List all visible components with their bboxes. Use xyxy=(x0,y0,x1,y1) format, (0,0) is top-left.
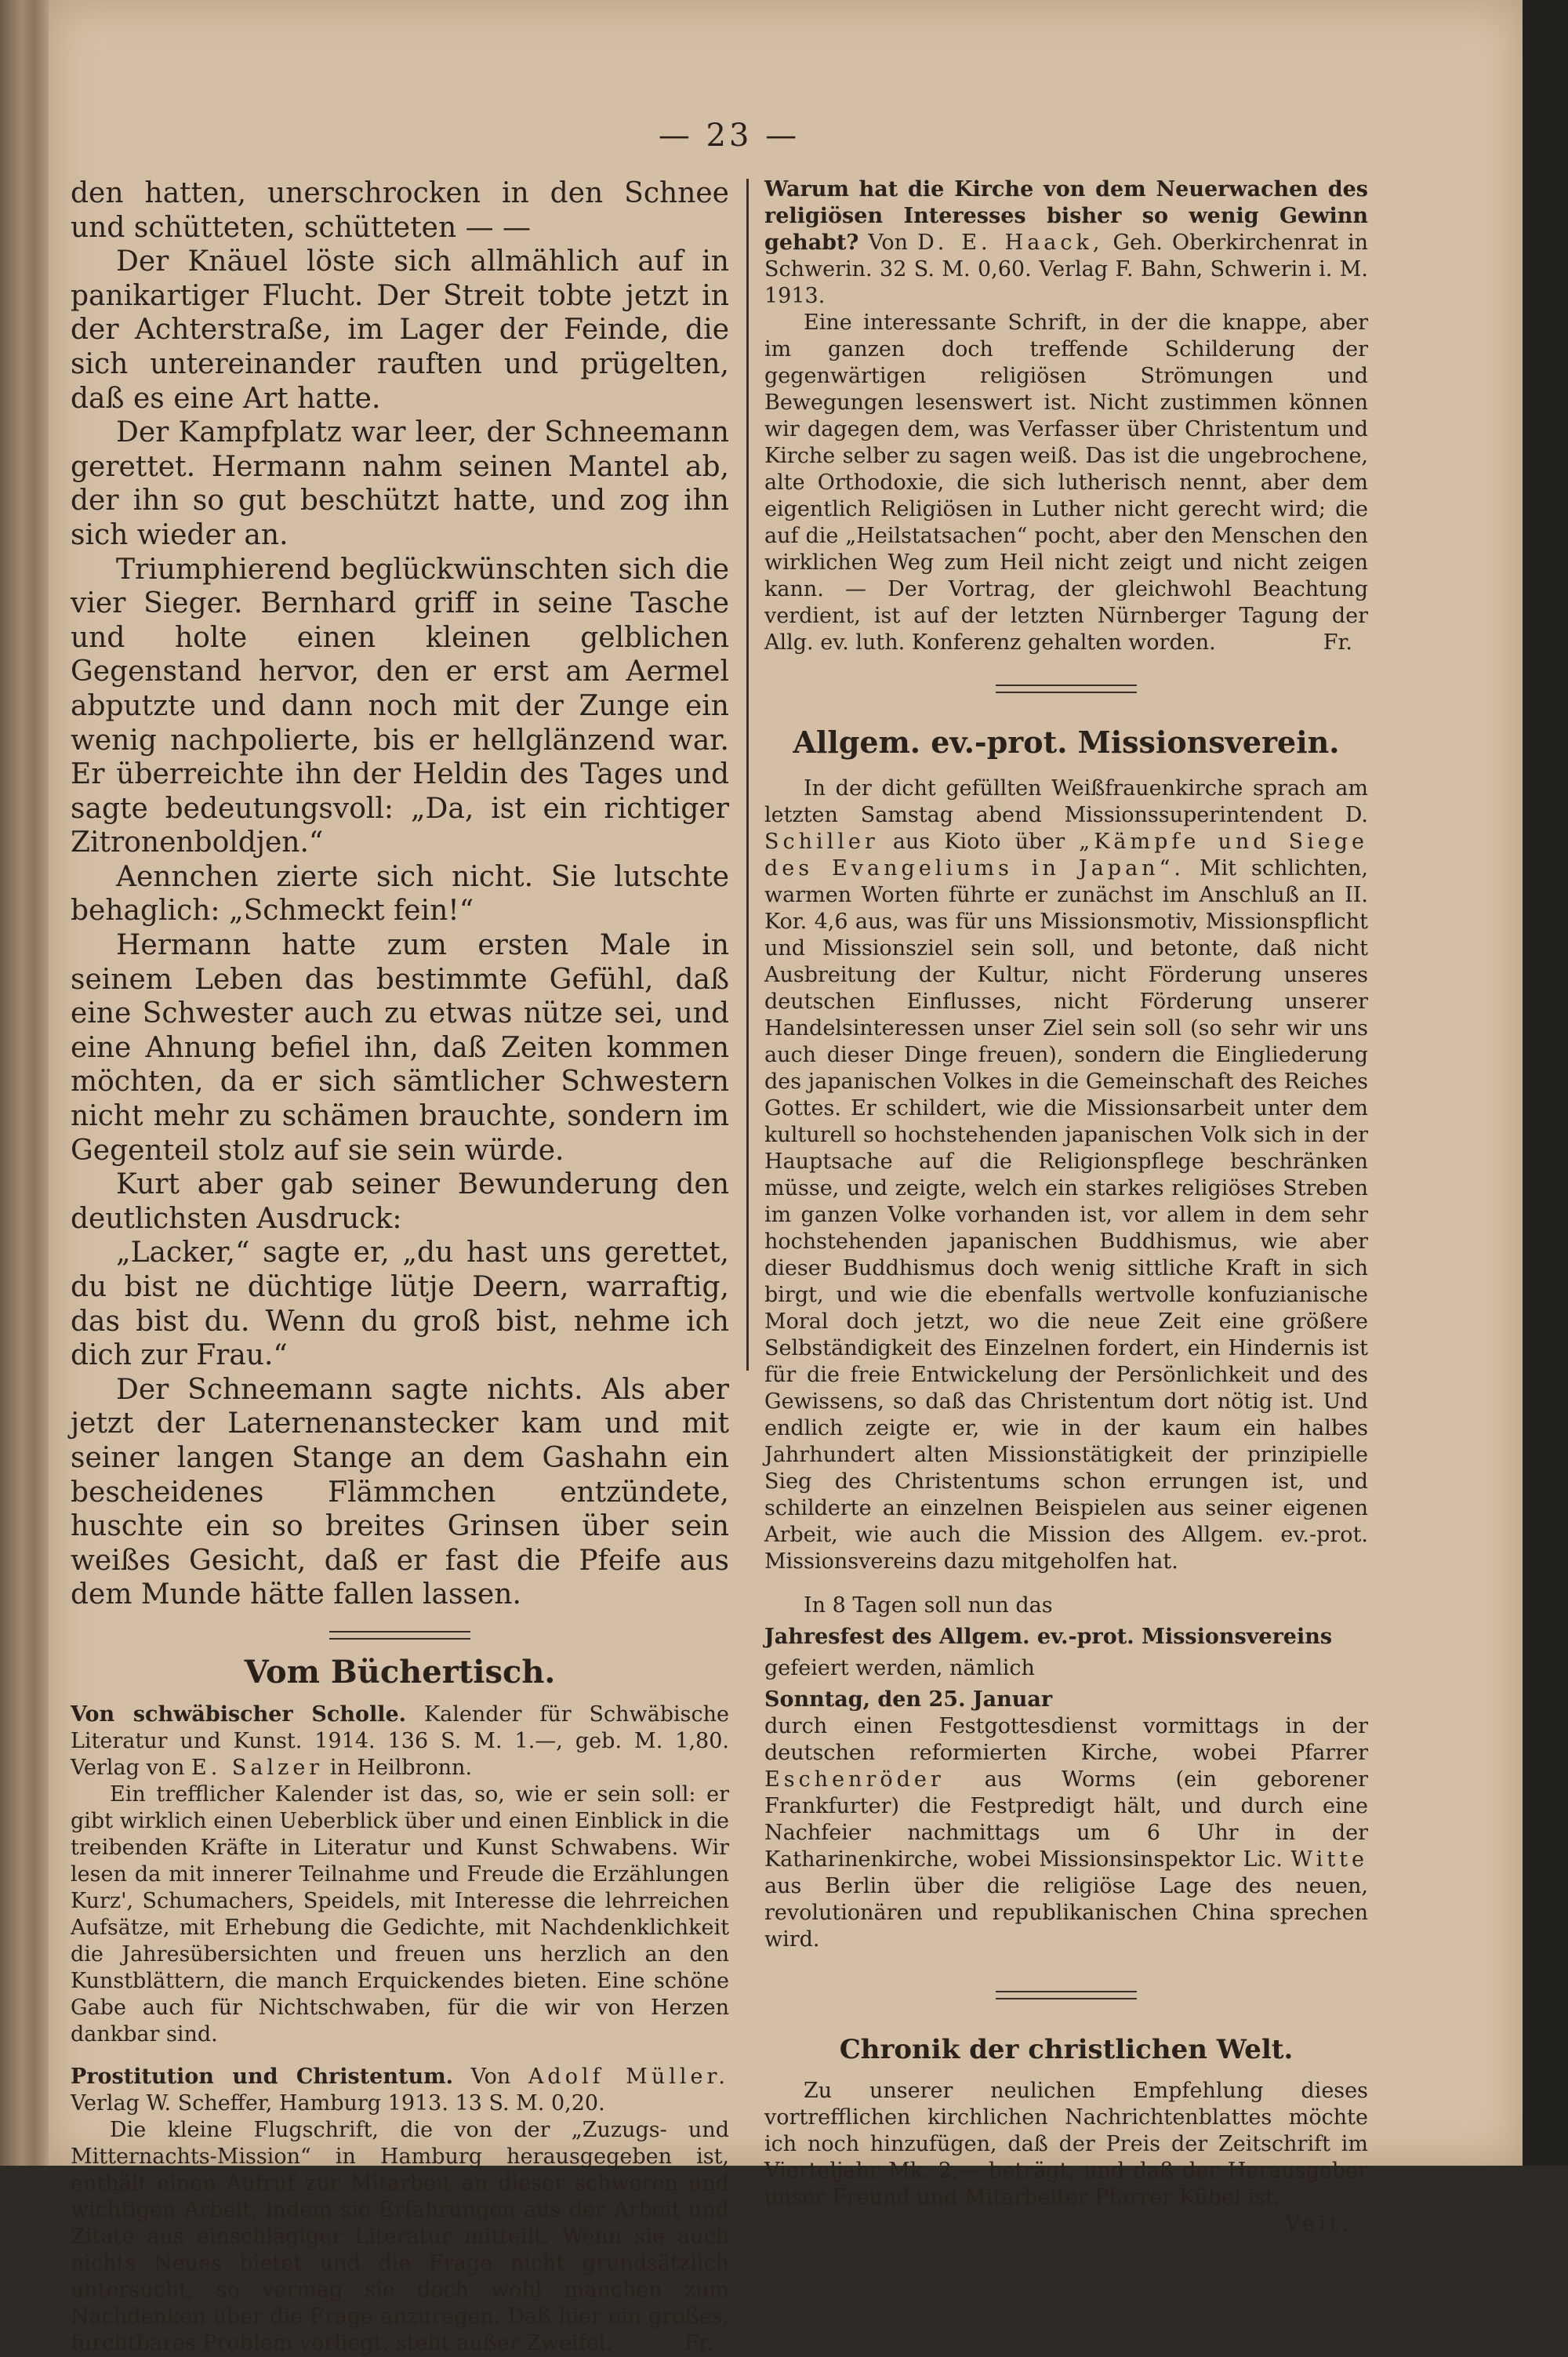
festival-title: Jahresfest des Allgem. ev.-prot. Missionsvereins xyxy=(764,1625,1333,1649)
right-column xyxy=(764,176,1368,2238)
mission-name: Schiller xyxy=(764,830,879,854)
mission-name: Eschenröder xyxy=(764,1767,945,1792)
story-continuation xyxy=(71,176,729,1612)
review-author: Adolf Müller. xyxy=(528,2064,729,2089)
left-column xyxy=(71,176,729,2357)
mission-text: In der dicht gefüllten Weißfrauenkirche sprach am letzten Samstag abend Missionssuperintendent D. xyxy=(764,776,1368,827)
story-paragraph: „Lacker,“ sagte er, „du hast uns gerettet, du bist ne düchtige lütje Deern, warraftig, das bist du. Wenn du groß bist, nehme ich dich zur Frau.“ xyxy=(71,1237,729,1372)
story-paragraph: Aennchen zierte sich nicht. Sie lutschte behaglich: „Schmeckt fein!“ xyxy=(71,860,729,928)
review-author-prefix: Von xyxy=(868,231,909,255)
section-title-buechertisch: Vom Büchertisch. xyxy=(244,1653,556,1691)
mission-text: aus Kioto über xyxy=(892,830,1065,854)
review-publisher: E. Salzer xyxy=(191,1755,324,1780)
review-title: Warum hat die Kirche von dem Neuerwachen des religiösen Interesses bisher so wenig Gewinn gehabt? xyxy=(764,177,1368,255)
page-number: — 23 — xyxy=(658,118,800,154)
review-place: in Heilbronn. xyxy=(329,1755,473,1780)
section-divider xyxy=(996,685,1137,693)
mission-name: Witte xyxy=(1290,1847,1368,1872)
column-divider xyxy=(746,179,749,1371)
book-review xyxy=(71,1701,729,2048)
review-signature: Fr. xyxy=(684,2330,713,2355)
book-review xyxy=(71,2064,729,2357)
mission-report xyxy=(764,775,1368,1953)
story-paragraph: Triumphierend beglückwünschten sich die vier Sieger. Bernhard griff in seine Tasche und holte einen kleinen gelblichen Gegenstand hervor, den er erst am Aermel abputzte und dann noch mit der Zunge ein wenig nachpolierte, bis er hellglänzend war. Er überreichte ihn der Heldin des Tages und sagte bedeutungsvoll: „Da, ist ein richtiger Zitronenboldjen.“ xyxy=(71,553,729,859)
mission-text: aus Worms (ein geborener Frankfurter) die Festpredigt hält, und durch eine Nachfeier nachmittags um 6 Uhr in der Katharinenkirche, wobei Missionsinspektor Lic. xyxy=(764,1767,1368,1872)
review-title: Prostitution und Christentum. xyxy=(71,2064,454,2089)
section-title-missionsverein: Allgem. ev.-prot. Missionsverein. xyxy=(793,725,1340,760)
mission-text: durch einen Festgottesdienst vormittags in der deutschen reformierten Kirche, wobei Pfarrer xyxy=(764,1714,1368,1765)
mission-topic: „Kämpfe und Siege des Evangeliums in Japan“. xyxy=(764,830,1368,881)
review-author: D. E. Haack, xyxy=(917,231,1104,255)
chronik-signature: Veit. xyxy=(1284,2212,1352,2236)
chronik-text: Zu unserer neulichen Empfehlung dieses vortrefflichen kirchlichen Nachrichtenblattes möchte ich noch hinzufügen, daß der Preis der Zeitschrift im Vierteljahr Mk. 2,— beträgt, und daß der Herausgeber unser Freund und Mitarbeiter Pfarrer Kübel ist. xyxy=(764,2079,1368,2210)
mission-text: gefeiert werden, nämlich xyxy=(764,1656,1035,1680)
section-title-chronik: Chronik der christlichen Welt. xyxy=(839,2034,1294,2065)
section-divider xyxy=(329,1631,470,1640)
book-binding xyxy=(0,0,49,2166)
review-body: Ein trefflicher Kalender ist das, so, wie er sein soll: er gibt wirklich einen Ueberblick über und einen Einblick in die treibenden Kräfte in Literatur und Kunst Schwabens. Wir lesen da mit innerer Teilnahme und Freude die Erzählungen Kurz', Schumachers, Speidels, mit Interesse die lehrreichen Aufsätze, mit Erhebung die Gedichte, mit Nachdenklichkeit die Jahresübersichten und freuen uns herzlich an den Kunstblättern, die manch Erquickendes bieten. Eine schöne Gabe auch für Nichtschwaben, für die wir von Herzen dankbar sind. xyxy=(71,1781,729,2046)
section-divider xyxy=(996,1991,1137,1999)
review-author-prefix: Von xyxy=(470,2064,511,2089)
chronik-note xyxy=(764,2078,1368,2236)
mission-text: aus Berlin über die religiöse Lage des neuen, revolutionären und republikanischen China sprechen wird. xyxy=(764,1874,1368,1952)
story-paragraph: den hatten, unerschrocken in den Schnee und schütteten, schütteten — — xyxy=(71,177,729,244)
story-paragraph: Hermann hatte zum ersten Male in seinem Leben das bestimmte Gefühl, daß eine Schwester auch zu etwas nütze sei, und eine Ahnung befiel ihn, daß Zeiten kommen möchten, da er sich sämtlicher Schwestern nicht mehr zu schämen brauchte, sondern im Gegenteil stolz auf sie sein würde. xyxy=(71,929,729,1167)
festival-date: Sonntag, den 25. Januar xyxy=(764,1687,1053,1712)
book-cover-edge xyxy=(1523,0,1568,2166)
review-title: Von schwäbischer Scholle. xyxy=(71,1701,407,1727)
mission-text: Mit schlichten, warmen Worten führte er zunächst im Anschluß an II. Kor. 4,6 aus, was für uns Missionsmotiv, Missionspflicht und Missionsziel sein soll, und betonte, daß nicht Ausbreitung der Kultur, nicht Förderung unseres deutschen Einflusses, nicht Förderung unserer Handelsinteressen unser Ziel sein soll (so sehr wir uns auch dieser Dinge freuen), sondern die Eingliederung des japanischen Volkes in die Gemeinschaft des Reiches Gottes. Er schildert, wie die Missionsarbeit unter dem kulturell so hochstehenden japanischen Volk sich in der Hauptsache auf die Religionspflege beschränken müsse, und zeigte, welch ein starkes religiöses Streben im ganzen Volke vorhanden ist, vor allem in dem sehr hochstehenden japanischen Buddhismus, wie aber dieser Buddhismus doch wenig sittliche Kraft in sich birgt, und wie die ebenfalls wertvolle konfuzianische Moral doch jetzt, wo die neue Zeit eine größere Selbständigkeit des Einzelnen fordert, ein Hindernis ist für die freie Entwickelung der Persönlichkeit und des Gewissens, so daß das Christentum dort nötig ist. Und endlich zeigte er, wie in der kaum ein halbes Jahrhundert alten Missionstätigkeit der prinzipielle Sieg des Christentums schon errungen ist, und schilderte an einzelnen Beispielen aus seiner eigenen Arbeit, wie auch die Mission des Allgem. ev.-prot. Missionsvereins dazu mitgeholfen hat. xyxy=(764,856,1369,1574)
review-details: Geh. Oberkirchenrat in Schwerin. 32 S. M. 0,60. Verlag F. Bahn, Schwerin i. M. 1913. xyxy=(764,231,1368,308)
review-body: Die kleine Flugschrift, die von der „Zuzugs- und Mitternachts-Mission“ in Hamburg herausgegeben ist, enthält einen Aufruf zur Mitarbeit an dieser schweren und wichtigen Arbeit, indem sie Erfahrungen aus der Arbeit und Zitate aus einschlägiger Literatur mitteilt. Wenn sie auch nichts Neues bietet und die Frage nicht grundsätzlich untersucht, so vermag sie doch wohl manchen zum Nachdenken über die Frage anzuregen. Daß hier ein großes, furchtbares Problem vorliegt, steht außer Zweifel. xyxy=(71,2117,729,2355)
mission-announcement: In 8 Tagen soll nun das xyxy=(804,1593,1053,1618)
story-paragraph: Kurt aber gab seiner Bewunderung den deutlichsten Ausdruck: xyxy=(71,1168,729,1235)
review-details: Verlag W. Scheffer, Hamburg 1913. 13 S. M. 0,20. xyxy=(71,2090,605,2115)
story-paragraph: Der Knäuel löste sich allmählich auf in panikartiger Flucht. Der Streit tobte jetzt in der Achterstraße, im Lager der Feinde, die sich untereinander rauften und prügelten, daß es eine Art hatte. xyxy=(71,245,729,415)
review-signature: Fr. xyxy=(1323,630,1352,655)
book-review xyxy=(764,176,1368,656)
story-paragraph: Der Schneemann sagte nichts. Als aber jetzt der Laternenanstecker kam und mit seiner langen Stange an dem Gashahn ein bescheidenes Flämmchen entzündete, huschte ein so breites Grinsen über sein weißes Gesicht, daß er fast die Pfeife aus dem Munde hätte fallen lassen. xyxy=(71,1373,729,1611)
review-details: Kalender für Schwäbische Literatur und Kunst. 1914. 136 S. M. 1.—, geb. M. 1,80. Verlag von xyxy=(71,1701,730,1780)
story-paragraph: Der Kampfplatz war leer, der Schneemann gerettet. Hermann nahm seinen Mantel ab, der ihn so gut beschützt hatte, und zog ihn sich wieder an. xyxy=(71,416,729,551)
review-body: Eine interessante Schrift, in der die knappe, aber im ganzen doch treffende Schilderung der gegenwärtigen religiösen Strömungen und Bewegungen lesenswert ist. Nicht zustimmen können wir dagegen dem, was Verfasser über Christentum und Kirche selber zu sagen weiß. Das ist die ungebrochene, alte Orthodoxie, die sich lutherisch nennt, aber dem eigentlich Religiösen in Luther nicht gerecht wird; die auf die „Heilstatsachen“ pocht, aber den Menschen den wirklichen Weg zum Heil nicht zeigt und nicht zeigen kann. — Der Vortrag, der gleichwohl Beachtung verdient, ist auf der letzten Nürnberger Tagung der Allg. ev. luth. Konferenz gehalten worden. xyxy=(764,311,1368,655)
